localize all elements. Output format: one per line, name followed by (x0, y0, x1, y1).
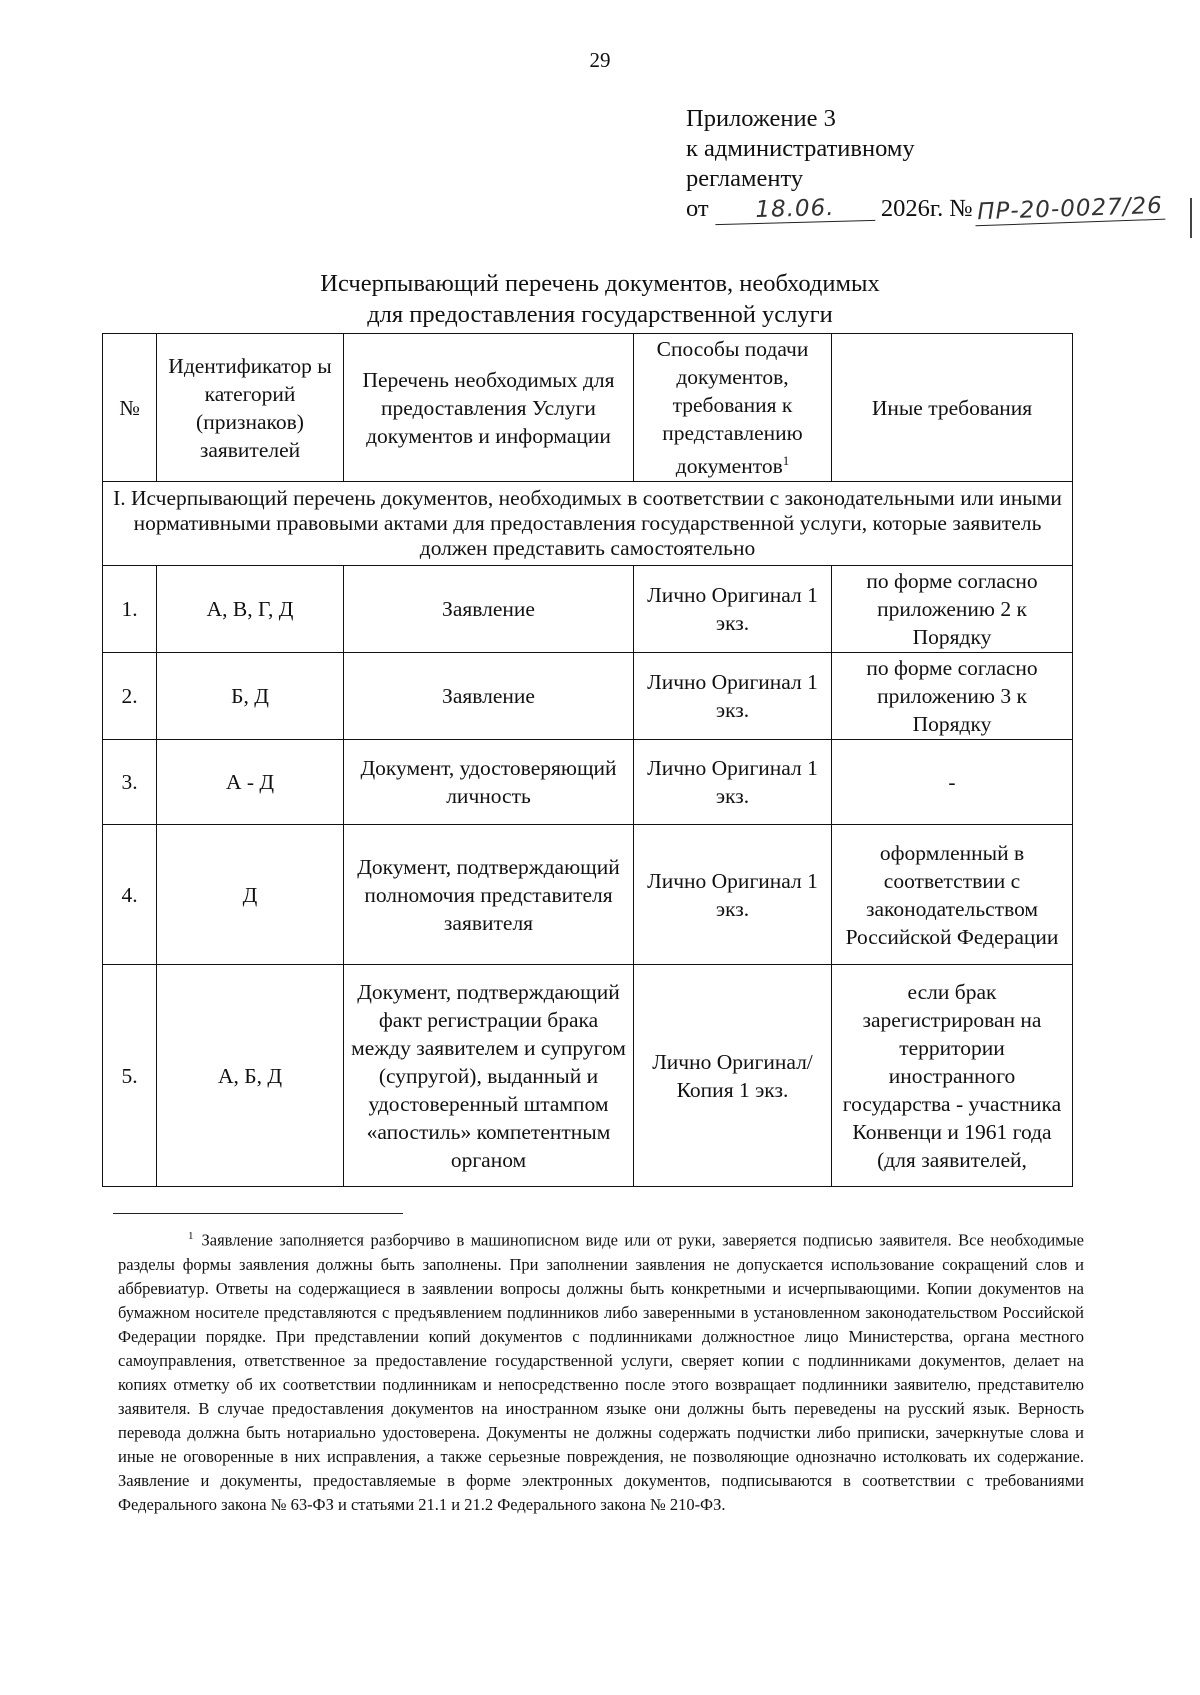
table-row (103, 653, 1073, 740)
appendix-subtitle: к административному (686, 135, 915, 162)
row-num: 4. (103, 825, 157, 965)
row-method: Лично Оригинал/Копия 1 экз. (634, 965, 832, 1187)
from-label: от (686, 195, 709, 222)
header-other: Иные требования (832, 334, 1073, 482)
appendix-regulation: регламенту (686, 165, 804, 192)
table-row (103, 566, 1073, 653)
handwritten-date: 18.06. (714, 194, 875, 225)
header-documents: Перечень необходимых для предоставления Услуги документов и информации (344, 334, 634, 482)
title-line-2: для предоставления государственной услуги (367, 301, 833, 328)
header-methods-text: Способы подачи документов, требования к представлению документов (656, 337, 809, 479)
row-method: Лично Оригинал 1 экз. (634, 653, 832, 740)
footnote-marker: 1 (188, 1230, 194, 1242)
table-row (103, 740, 1073, 825)
row-num: 5. (103, 965, 157, 1187)
row-num: 3. (103, 740, 157, 825)
row-categories: А, В, Г, Д (157, 566, 344, 653)
row-categories: Д (157, 825, 344, 965)
title-line-1: Исчерпывающий перечень документов, необходимых (320, 270, 880, 297)
margin-mark (1190, 198, 1192, 238)
row-method: Лично Оригинал 1 экз. (634, 825, 832, 965)
row-categories: А, Б, Д (157, 965, 344, 1187)
row-num: 2. (103, 653, 157, 740)
row-other: - (832, 740, 1073, 825)
row-document: Документ, подтверждающий факт регистрации брака между заявителем и супругом (супругой), выданный и удостоверенный штампом «апостиль» компетентным органом (344, 965, 634, 1187)
footnote-text: Заявление заполняется разборчиво в машинописном виде или от руки, заверяется подписью заявителя. Все необходимые разделы формы заявления должны быть заполнены. При заполнении заявления не допускается использование сокращений слов и аббревиатур. Ответы на содержащиеся в заявлении вопросы должны быть конкретными и исчерпывающими. Копии документов на бумажном носителе представляются с предъявлением подлинников либо заверенными в установленном законодательством Российской Федерации порядке. При представлении копий документов с подлинниками должностное лицо Министерства, органа местного самоуправления, ответственное за предоставление государственной услуги, сверяет копии с подлинниками документов, делает на копиях отметку об их соответствии подлинникам и непосредственно после этого возвращает подлинники заявителю, представителю заявителя. В случае предоставления документов на иностранном языке они должны быть переведены на русский язык. Верность перевода должна быть нотариально удостоверена. Документы не должны содержать подчистки либо приписки, зачеркнутые слова и иные не оговоренные в них исправления, а также серьезные повреждения, не позволяющие однозначно истолковать их содержание. Заявление и документы, предоставляемые в форме электронных документов, подписываются в соответствии с требованиями Федерального закона № 63-ФЗ и статьями 21.1 и 21.2 Федерального закона № 210-ФЗ. (118, 1230, 1084, 1514)
document-title (100, 268, 1100, 330)
row-num: 1. (103, 566, 157, 653)
handwritten-number: ПР-20-0027/26 (974, 193, 1165, 227)
appendix-block (686, 104, 1165, 224)
year-number-label: 2026г. № (880, 195, 973, 222)
row-other: если брак зарегистрирован на территории иностранного государства - участника Конвенци и 1961 года (для заявителей, (832, 965, 1073, 1187)
page-number: 29 (589, 48, 611, 72)
section-heading: I. Исчерпывающий перечень документов, необходимых в соответствии с законодательными или иными нормативными правовыми актами для предоставления государственной услуги, которые заявитель должен представить самостоятельно (103, 482, 1073, 566)
header-num: № (103, 334, 157, 482)
table-row (103, 825, 1073, 965)
requirements-table (102, 333, 1073, 1187)
row-other: по форме согласно приложению 2 к Порядку (832, 566, 1073, 653)
header-methods (634, 334, 832, 482)
row-categories: А - Д (157, 740, 344, 825)
table-header-row (103, 334, 1073, 482)
footnote-ref: 1 (782, 453, 790, 468)
row-other: по форме согласно приложению 3 к Порядку (832, 653, 1073, 740)
section-row (103, 482, 1073, 566)
appendix-date-line (686, 194, 1165, 224)
row-method: Лично Оригинал 1 экз. (634, 740, 832, 825)
header-categories: Идентификатор ы категорий (признаков) заявителей (157, 334, 344, 482)
row-other: оформленный в соответствии с законодательством Российской Федерации (832, 825, 1073, 965)
row-document: Заявление (344, 653, 634, 740)
row-method: Лично Оригинал 1 экз. (634, 566, 832, 653)
row-categories: Б, Д (157, 653, 344, 740)
row-document: Документ, подтверждающий полномочия представителя заявителя (344, 825, 634, 965)
row-document: Заявление (344, 566, 634, 653)
row-document: Документ, удостоверяющий личность (344, 740, 634, 825)
table-row (103, 965, 1073, 1187)
footnote-separator (113, 1213, 403, 1214)
appendix-title: Приложение 3 (686, 105, 836, 132)
footnote (118, 1224, 1084, 1517)
